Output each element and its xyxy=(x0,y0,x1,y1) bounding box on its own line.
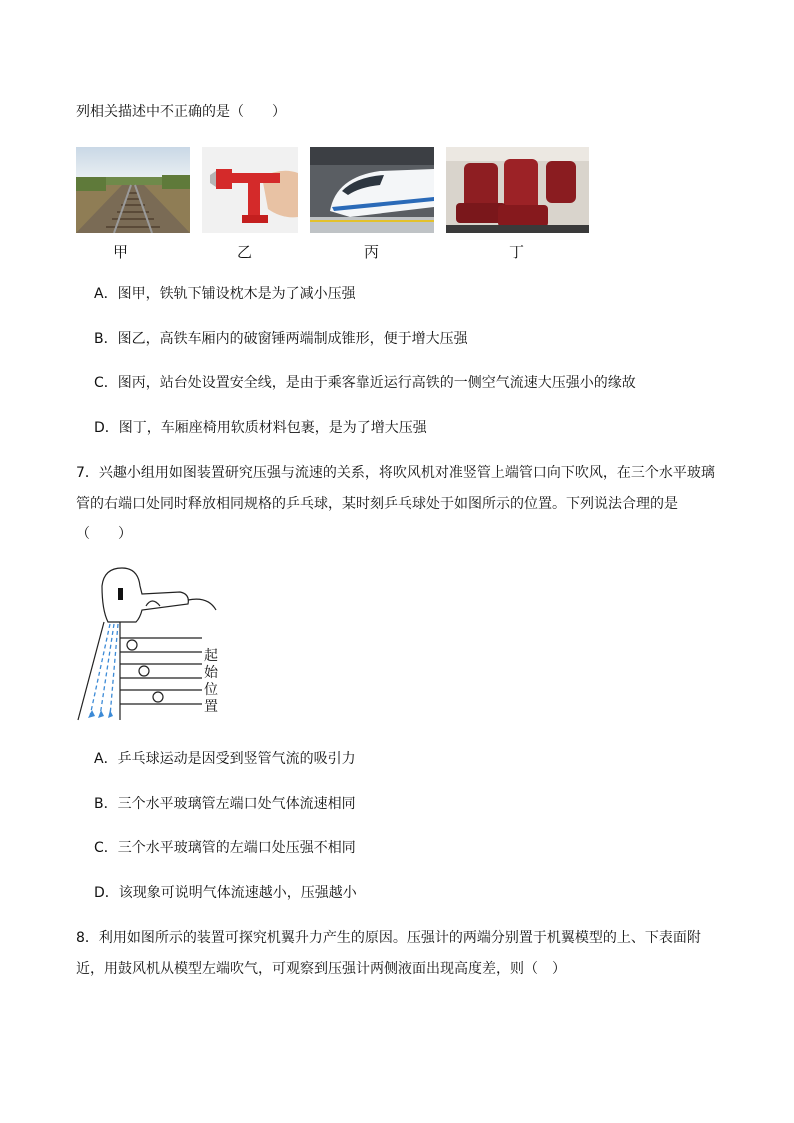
q8-stem-line2: 近，用鼓风机从模型左端吹气，可观察到压强计两侧液面出现高度差，则（ ） xyxy=(76,961,566,977)
q7-label-char: 位 xyxy=(204,682,218,698)
q7-figure xyxy=(72,566,232,724)
q6-option-a: A．图甲，铁轨下铺设枕木是为了减小压强 xyxy=(94,286,356,302)
photo-train-seats xyxy=(446,147,589,233)
q6-option-c: C．图丙，站台处设置安全线，是由于乘客靠近运行高铁的一侧空气流速大压强小的缘故 xyxy=(94,375,636,391)
q7-option-c: C．三个水平玻璃管的左端口处压强不相同 xyxy=(94,840,356,856)
q7-stem-line3: （ ） xyxy=(76,526,132,542)
caption-yi: 乙 xyxy=(237,243,253,261)
q7-option-d: D．该现象可说明气体流速越小，压强越小 xyxy=(94,885,357,901)
photo-railway-tracks xyxy=(76,147,190,233)
q7-label-char: 始 xyxy=(204,665,218,681)
q7-label-char: 置 xyxy=(204,699,218,715)
q6-stem: 列相关描述中不正确的是（ ） xyxy=(76,104,286,120)
q7-option-b: B．三个水平玻璃管左端口处气体流速相同 xyxy=(94,796,356,812)
caption-ding: 丁 xyxy=(509,243,525,261)
photo-emergency-hammer xyxy=(202,147,298,233)
q7-option-a: A．乒乓球运动是因受到竖管气流的吸引力 xyxy=(94,751,356,767)
q7-figure-label xyxy=(204,648,222,716)
q7-stem-line2: 管的右端口处同时释放相同规格的乒乓球，某时刻乒乓球处于如图所示的位置。下列说法合理的是 xyxy=(76,496,678,512)
caption-bing: 丙 xyxy=(364,243,380,261)
q8-stem-line1: 8．利用如图所示的装置可探究机翼升力产生的原因。压强计的两端分别置于机翼模型的上、下表面附 xyxy=(76,930,701,946)
q7-stem-line1: 7．兴趣小组用如图装置研究压强与流速的关系，将吹风机对准竖管上端管口向下吹风，在三个水平玻璃 xyxy=(76,465,715,481)
photo-high-speed-train xyxy=(310,147,434,233)
caption-jia: 甲 xyxy=(113,243,129,261)
q6-option-d: D．图丁，车厢座椅用软质材料包裹，是为了增大压强 xyxy=(94,420,427,436)
q7-label-char: 起 xyxy=(204,648,218,664)
q6-option-b: B．图乙，高铁车厢内的破窗锤两端制成锥形，便于增大压强 xyxy=(94,331,468,347)
